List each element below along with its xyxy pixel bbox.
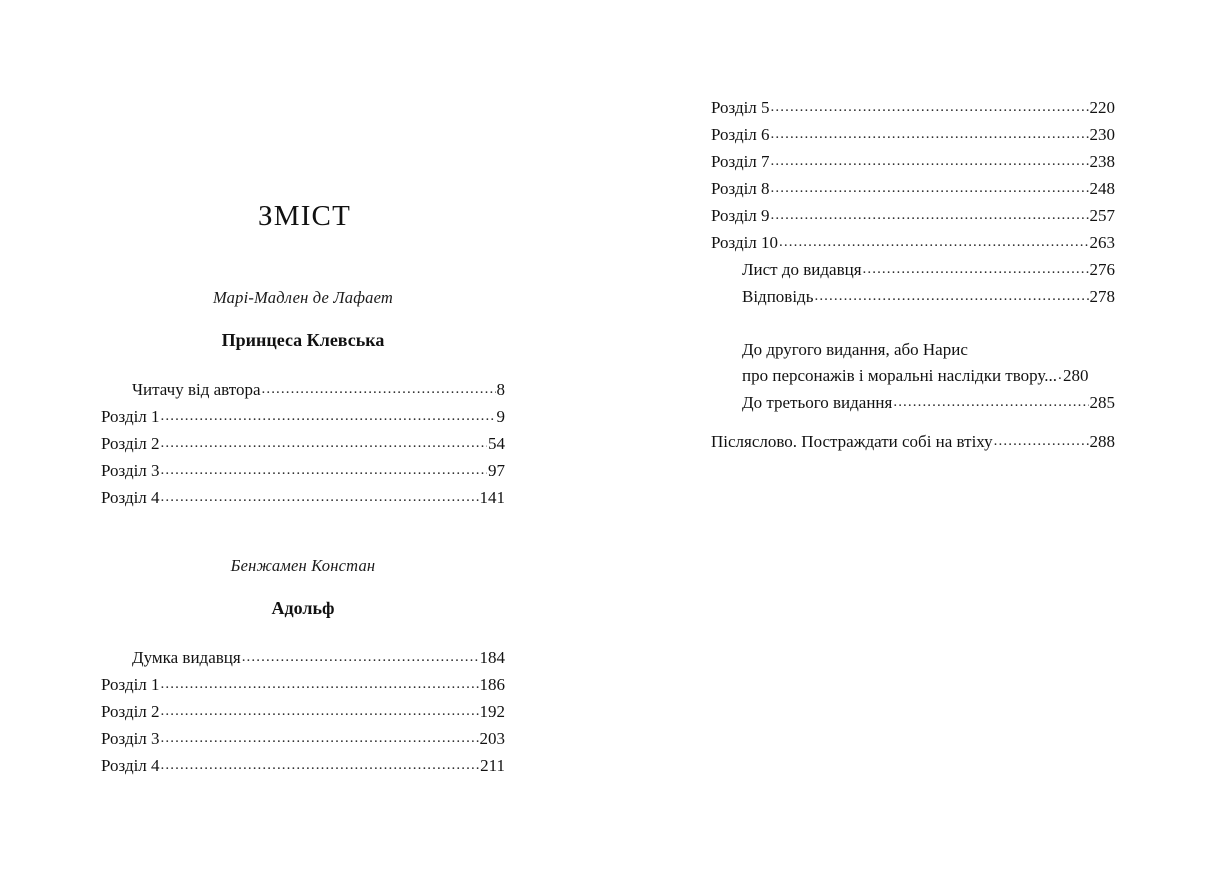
toc-entry-page: 203 (479, 729, 505, 748)
section-afterword (711, 429, 1115, 456)
toc-entry[interactable] (711, 230, 1115, 257)
section-work-title: Принцеса Клевська (221, 330, 385, 350)
toc-entry-page: 220 (1089, 98, 1115, 117)
dot-leader (771, 121, 1089, 147)
toc-entry-page: 285 (1089, 393, 1115, 412)
right-column (609, 0, 1219, 883)
toc-entry-multiline[interactable] (711, 337, 1115, 390)
toc-entry-label: До третього видання (742, 393, 893, 412)
toc-entry-page: 184 (479, 648, 505, 667)
toc-entry-label: Розділ 8 (711, 179, 770, 198)
dot-leader (771, 94, 1089, 120)
toc-entry-page: 263 (1089, 233, 1115, 252)
toc-entry-page: 280 (1062, 366, 1089, 385)
dot-leader (814, 283, 1088, 309)
toc-entry-afterword[interactable] (711, 429, 1115, 456)
toc-entry[interactable] (101, 404, 505, 431)
dot-leader (893, 389, 1088, 415)
toc-entry[interactable] (101, 672, 505, 699)
dot-leader (161, 430, 487, 456)
toc-entry-label-line2: про персонажів і моральні наслідки твору... (742, 366, 1057, 385)
toc-entry[interactable] (101, 753, 505, 780)
toc-entry-page: 238 (1089, 152, 1115, 171)
toc-entry[interactable] (101, 431, 505, 458)
toc-entry-page: 276 (1089, 260, 1115, 279)
page-title: ЗМІСТ (257, 200, 352, 232)
toc-entry-label-line1: До другого видання, або Нарис (742, 340, 968, 359)
section-work-title: Адольф (271, 598, 335, 618)
toc-entry-page: 54 (488, 434, 505, 453)
toc-entry-label: Відповідь (742, 287, 814, 306)
toc-entry-page: 211 (480, 756, 505, 775)
toc-entry[interactable] (101, 485, 505, 512)
toc-entry-label: Розділ 7 (711, 152, 770, 171)
toc-entry[interactable] (101, 699, 505, 726)
toc-entry-label: Розділ 3 (101, 729, 160, 748)
toc-entry-label: Розділ 6 (711, 125, 770, 144)
dot-leader (863, 256, 1089, 282)
toc-entry-label: Розділ 5 (711, 98, 770, 117)
toc-entry-label: Розділ 1 (101, 675, 160, 694)
section-princesse-de-cleves (101, 288, 505, 512)
dot-leader (242, 644, 479, 670)
toc-entry-page: 186 (479, 675, 505, 694)
dot-leader (161, 698, 479, 724)
dot-leader (161, 725, 479, 751)
toc-entry-label: Розділ 9 (711, 206, 770, 225)
toc-entry-label: Розділ 1 (101, 407, 160, 426)
section-author: Марі-Мадлен де Лафает (212, 288, 394, 307)
toc-entry[interactable] (101, 645, 505, 672)
toc-entry[interactable] (101, 377, 505, 404)
toc-entry-page: 257 (1089, 206, 1115, 225)
dot-leader (771, 202, 1089, 228)
spacer (711, 311, 1115, 337)
toc-entry[interactable] (101, 458, 505, 485)
section-adolphe (101, 556, 505, 780)
toc-entry-label: Післяслово. Постраждати собі на втіху (711, 432, 993, 451)
left-column (0, 0, 609, 883)
toc-entry-page: 192 (479, 702, 505, 721)
toc-entry-page: 288 (1089, 432, 1115, 451)
dot-leader (161, 457, 487, 483)
toc-entry-page: 8 (496, 380, 505, 399)
toc-entry[interactable] (711, 390, 1115, 417)
dot-leader (994, 428, 1089, 454)
toc-entry[interactable] (101, 726, 505, 753)
toc-entry-label: Розділ 10 (711, 233, 779, 252)
toc-entry-label: Розділ 4 (101, 756, 160, 775)
toc-entry-page: 9 (496, 407, 505, 426)
toc-entry[interactable] (711, 122, 1115, 149)
toc-entry[interactable] (711, 284, 1115, 311)
dot-leader (771, 148, 1089, 174)
toc-entry-label: Розділ 2 (101, 434, 160, 453)
toc-entry[interactable] (711, 203, 1115, 230)
toc-entry[interactable] (711, 176, 1115, 203)
dot-leader (161, 403, 496, 429)
dot-leader (779, 229, 1088, 255)
toc-entry-label: Читачу від автора (132, 380, 261, 399)
toc-entry-page: 230 (1089, 125, 1115, 144)
section-author: Бенжамен Констан (230, 556, 376, 575)
section-adolphe-continued (711, 95, 1115, 417)
toc-entry-label: Розділ 3 (101, 461, 160, 480)
toc-entry-page: 278 (1089, 287, 1115, 306)
dot-leader (161, 752, 480, 778)
toc-entry-page: 97 (488, 461, 505, 480)
toc-entry-label: Лист до видавця (742, 260, 862, 279)
toc-entry-label: Думка видавця (132, 648, 241, 667)
toc-entry[interactable] (711, 95, 1115, 122)
dot-leader (771, 175, 1089, 201)
toc-entry[interactable] (711, 149, 1115, 176)
dot-leader (161, 484, 479, 510)
toc-entry-page: 248 (1089, 179, 1115, 198)
dot-leader (161, 671, 479, 697)
toc-entry-label: Розділ 4 (101, 488, 160, 507)
toc-entry-label: Розділ 2 (101, 702, 160, 721)
dot-leader (262, 376, 496, 402)
dot-leader (1058, 362, 1062, 388)
toc-entry[interactable] (711, 257, 1115, 284)
toc-entry-page: 141 (479, 488, 505, 507)
